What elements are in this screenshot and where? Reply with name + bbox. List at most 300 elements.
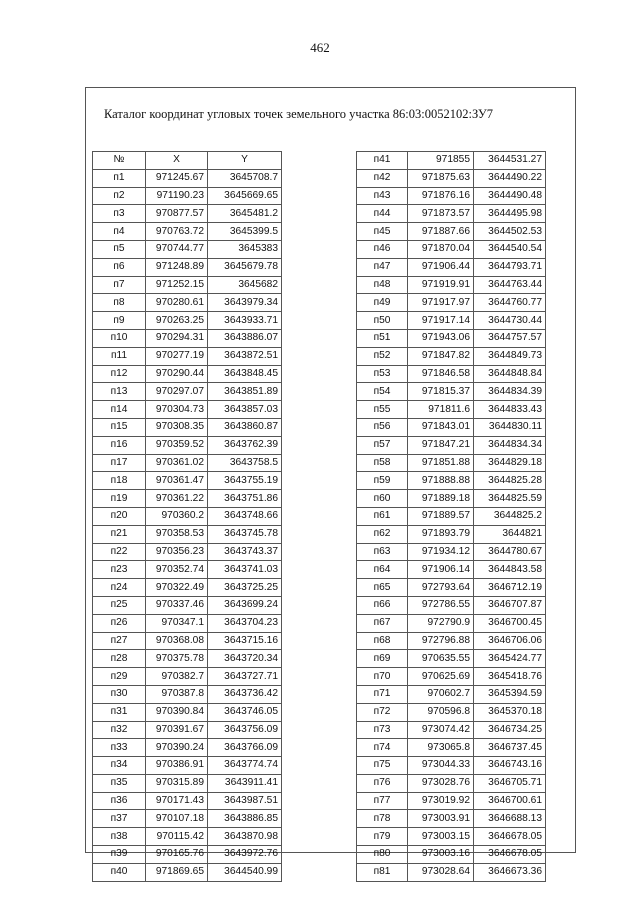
point-name-cell: п60 bbox=[357, 490, 408, 508]
point-name-cell: п31 bbox=[93, 703, 146, 721]
table-row bbox=[93, 703, 282, 721]
y-coordinate-cell: 3643766.09 bbox=[208, 739, 282, 757]
table-row bbox=[357, 543, 546, 561]
x-coordinate-cell: 970171.43 bbox=[146, 792, 208, 810]
point-name-cell: п71 bbox=[357, 685, 408, 703]
x-coordinate-cell: 971847.21 bbox=[408, 436, 474, 454]
table-row bbox=[93, 828, 282, 846]
table-row bbox=[93, 418, 282, 436]
x-coordinate-cell: 972793.64 bbox=[408, 579, 474, 597]
table-row bbox=[93, 454, 282, 472]
x-coordinate-cell: 973074.42 bbox=[408, 721, 474, 739]
x-coordinate-cell: 970165.76 bbox=[146, 846, 208, 864]
table-row bbox=[93, 721, 282, 739]
y-coordinate-cell: 3645669.65 bbox=[208, 187, 282, 205]
x-coordinate-cell: 970361.47 bbox=[146, 472, 208, 490]
table-row bbox=[357, 152, 546, 170]
point-name-cell: п24 bbox=[93, 579, 146, 597]
column-header-x: X bbox=[146, 152, 208, 170]
x-coordinate-cell: 970635.55 bbox=[408, 650, 474, 668]
x-coordinate-cell: 971245.67 bbox=[146, 169, 208, 187]
x-coordinate-cell: 970361.22 bbox=[146, 490, 208, 508]
point-name-cell: п43 bbox=[357, 187, 408, 205]
table-row bbox=[357, 774, 546, 792]
point-name-cell: п27 bbox=[93, 632, 146, 650]
x-coordinate-cell: 970596.8 bbox=[408, 703, 474, 721]
x-coordinate-cell: 970277.19 bbox=[146, 347, 208, 365]
point-name-cell: п23 bbox=[93, 561, 146, 579]
point-name-cell: п70 bbox=[357, 668, 408, 686]
x-coordinate-cell: 971855 bbox=[408, 152, 474, 170]
coordinates-table-left bbox=[92, 151, 282, 882]
table-row bbox=[93, 312, 282, 330]
x-coordinate-cell: 970386.91 bbox=[146, 757, 208, 775]
point-name-cell: п63 bbox=[357, 543, 408, 561]
x-coordinate-cell: 970337.46 bbox=[146, 596, 208, 614]
table-row bbox=[357, 579, 546, 597]
x-coordinate-cell: 970304.73 bbox=[146, 401, 208, 419]
x-coordinate-cell: 973003.15 bbox=[408, 828, 474, 846]
point-name-cell: п22 bbox=[93, 543, 146, 561]
y-coordinate-cell: 3643933.71 bbox=[208, 312, 282, 330]
point-name-cell: п81 bbox=[357, 863, 408, 881]
y-coordinate-cell: 3645424.77 bbox=[474, 650, 546, 668]
x-coordinate-cell: 971889.57 bbox=[408, 507, 474, 525]
x-coordinate-cell: 971917.97 bbox=[408, 294, 474, 312]
point-name-cell: п38 bbox=[93, 828, 146, 846]
point-name-cell: п67 bbox=[357, 614, 408, 632]
y-coordinate-cell: 3644821 bbox=[474, 525, 546, 543]
table-row bbox=[357, 561, 546, 579]
y-coordinate-cell: 3644780.67 bbox=[474, 543, 546, 561]
table-row bbox=[357, 347, 546, 365]
point-name-cell: п9 bbox=[93, 312, 146, 330]
table-row bbox=[93, 614, 282, 632]
point-name-cell: п18 bbox=[93, 472, 146, 490]
point-name-cell: п72 bbox=[357, 703, 408, 721]
y-coordinate-cell: 3644757.57 bbox=[474, 329, 546, 347]
point-name-cell: п28 bbox=[93, 650, 146, 668]
table-row bbox=[93, 329, 282, 347]
x-coordinate-cell: 973065.8 bbox=[408, 739, 474, 757]
y-coordinate-cell: 3644490.48 bbox=[474, 187, 546, 205]
point-name-cell: п6 bbox=[93, 258, 146, 276]
y-coordinate-cell: 3644531.27 bbox=[474, 152, 546, 170]
table-row bbox=[93, 792, 282, 810]
point-name-cell: п26 bbox=[93, 614, 146, 632]
y-coordinate-cell: 3646737.45 bbox=[474, 739, 546, 757]
point-name-cell: п45 bbox=[357, 223, 408, 241]
x-coordinate-cell: 970294.31 bbox=[146, 329, 208, 347]
y-coordinate-cell: 3643751.86 bbox=[208, 490, 282, 508]
table-row bbox=[357, 329, 546, 347]
y-coordinate-cell: 3643987.51 bbox=[208, 792, 282, 810]
point-name-cell: п35 bbox=[93, 774, 146, 792]
x-coordinate-cell: 970322.49 bbox=[146, 579, 208, 597]
point-name-cell: п49 bbox=[357, 294, 408, 312]
y-coordinate-cell: 3643720.34 bbox=[208, 650, 282, 668]
table-row bbox=[357, 205, 546, 223]
point-name-cell: п15 bbox=[93, 418, 146, 436]
table-row bbox=[93, 490, 282, 508]
table-row bbox=[93, 436, 282, 454]
y-coordinate-cell: 3643715.16 bbox=[208, 632, 282, 650]
table-row bbox=[357, 258, 546, 276]
point-name-cell: п55 bbox=[357, 401, 408, 419]
table-row bbox=[357, 365, 546, 383]
point-name-cell: п33 bbox=[93, 739, 146, 757]
point-name-cell: п7 bbox=[93, 276, 146, 294]
table-row bbox=[357, 383, 546, 401]
y-coordinate-cell: 3643725.25 bbox=[208, 579, 282, 597]
table-row bbox=[93, 347, 282, 365]
table-row bbox=[93, 276, 282, 294]
point-name-cell: п48 bbox=[357, 276, 408, 294]
x-coordinate-cell: 972790.9 bbox=[408, 614, 474, 632]
y-coordinate-cell: 3643755.19 bbox=[208, 472, 282, 490]
table-row bbox=[93, 810, 282, 828]
y-coordinate-cell: 3643699.24 bbox=[208, 596, 282, 614]
y-coordinate-cell: 3644540.99 bbox=[208, 863, 282, 881]
x-coordinate-cell: 970877.57 bbox=[146, 205, 208, 223]
y-coordinate-cell: 3643911.41 bbox=[208, 774, 282, 792]
y-coordinate-cell: 3643741.03 bbox=[208, 561, 282, 579]
x-coordinate-cell: 970602.7 bbox=[408, 685, 474, 703]
table-row bbox=[357, 757, 546, 775]
x-coordinate-cell: 970280.61 bbox=[146, 294, 208, 312]
y-coordinate-cell: 3643886.85 bbox=[208, 810, 282, 828]
point-name-cell: п19 bbox=[93, 490, 146, 508]
x-coordinate-cell: 970744.77 bbox=[146, 240, 208, 258]
y-coordinate-cell: 3645418.76 bbox=[474, 668, 546, 686]
point-name-cell: п69 bbox=[357, 650, 408, 668]
table-row bbox=[93, 187, 282, 205]
point-name-cell: п68 bbox=[357, 632, 408, 650]
column-header-number: № bbox=[93, 152, 146, 170]
table-row bbox=[93, 739, 282, 757]
point-name-cell: п21 bbox=[93, 525, 146, 543]
point-name-cell: п40 bbox=[93, 863, 146, 881]
table-row bbox=[93, 205, 282, 223]
point-name-cell: п14 bbox=[93, 401, 146, 419]
table-row bbox=[357, 668, 546, 686]
point-name-cell: п62 bbox=[357, 525, 408, 543]
x-coordinate-cell: 971851.88 bbox=[408, 454, 474, 472]
x-coordinate-cell: 971248.89 bbox=[146, 258, 208, 276]
point-name-cell: п54 bbox=[357, 383, 408, 401]
x-coordinate-cell: 971847.82 bbox=[408, 347, 474, 365]
point-name-cell: п2 bbox=[93, 187, 146, 205]
column-header-y: Y bbox=[208, 152, 282, 170]
y-coordinate-cell: 3643745.78 bbox=[208, 525, 282, 543]
table-row bbox=[93, 650, 282, 668]
y-coordinate-cell: 3643886.07 bbox=[208, 329, 282, 347]
table-row bbox=[93, 401, 282, 419]
x-coordinate-cell: 970360.2 bbox=[146, 507, 208, 525]
x-coordinate-cell: 971917.14 bbox=[408, 312, 474, 330]
x-coordinate-cell: 972786.55 bbox=[408, 596, 474, 614]
point-name-cell: п80 bbox=[357, 846, 408, 864]
point-name-cell: п59 bbox=[357, 472, 408, 490]
y-coordinate-cell: 3646743.16 bbox=[474, 757, 546, 775]
x-coordinate-cell: 970390.84 bbox=[146, 703, 208, 721]
y-coordinate-cell: 3646712.19 bbox=[474, 579, 546, 597]
y-coordinate-cell: 3644825.28 bbox=[474, 472, 546, 490]
x-coordinate-cell: 973003.16 bbox=[408, 846, 474, 864]
table-row bbox=[357, 703, 546, 721]
y-coordinate-cell: 3644829.18 bbox=[474, 454, 546, 472]
point-name-cell: п39 bbox=[93, 846, 146, 864]
x-coordinate-cell: 971843.01 bbox=[408, 418, 474, 436]
table-row bbox=[357, 436, 546, 454]
y-coordinate-cell: 3643727.71 bbox=[208, 668, 282, 686]
point-name-cell: п16 bbox=[93, 436, 146, 454]
table-row bbox=[357, 240, 546, 258]
y-coordinate-cell: 3646678.05 bbox=[474, 846, 546, 864]
table-row bbox=[357, 507, 546, 525]
x-coordinate-cell: 970763.72 bbox=[146, 223, 208, 241]
y-coordinate-cell: 3646700.45 bbox=[474, 614, 546, 632]
y-coordinate-cell: 3644848.84 bbox=[474, 365, 546, 383]
table-row bbox=[357, 632, 546, 650]
x-coordinate-cell: 970391.67 bbox=[146, 721, 208, 739]
table-row bbox=[357, 472, 546, 490]
x-coordinate-cell: 971815.37 bbox=[408, 383, 474, 401]
y-coordinate-cell: 3646688.13 bbox=[474, 810, 546, 828]
y-coordinate-cell: 3645708.7 bbox=[208, 169, 282, 187]
y-coordinate-cell: 3644793.71 bbox=[474, 258, 546, 276]
table-row bbox=[357, 792, 546, 810]
table-row bbox=[357, 721, 546, 739]
point-name-cell: п37 bbox=[93, 810, 146, 828]
point-name-cell: п17 bbox=[93, 454, 146, 472]
point-name-cell: п52 bbox=[357, 347, 408, 365]
table-row bbox=[357, 294, 546, 312]
document-title: Каталог координат угловых точек земельного участка 86:03:0052102:ЗУ7 bbox=[104, 107, 494, 121]
point-name-cell: п41 bbox=[357, 152, 408, 170]
y-coordinate-cell: 3644730.44 bbox=[474, 312, 546, 330]
point-name-cell: п10 bbox=[93, 329, 146, 347]
x-coordinate-cell: 971875.63 bbox=[408, 169, 474, 187]
y-coordinate-cell: 3643746.05 bbox=[208, 703, 282, 721]
x-coordinate-cell: 971846.58 bbox=[408, 365, 474, 383]
y-coordinate-cell: 3646707.87 bbox=[474, 596, 546, 614]
y-coordinate-cell: 3643774.74 bbox=[208, 757, 282, 775]
table-row bbox=[357, 418, 546, 436]
point-name-cell: п29 bbox=[93, 668, 146, 686]
coordinates-table-right bbox=[356, 151, 546, 882]
x-coordinate-cell: 970297.07 bbox=[146, 383, 208, 401]
y-coordinate-cell: 3643972.76 bbox=[208, 846, 282, 864]
x-coordinate-cell: 970358.53 bbox=[146, 525, 208, 543]
table-row bbox=[357, 223, 546, 241]
point-name-cell: п56 bbox=[357, 418, 408, 436]
x-coordinate-cell: 973019.92 bbox=[408, 792, 474, 810]
table-row bbox=[357, 596, 546, 614]
table-row bbox=[93, 507, 282, 525]
y-coordinate-cell: 3643857.03 bbox=[208, 401, 282, 419]
y-coordinate-cell: 3645679.78 bbox=[208, 258, 282, 276]
table-row bbox=[357, 187, 546, 205]
table-row bbox=[357, 454, 546, 472]
table-row bbox=[93, 525, 282, 543]
y-coordinate-cell: 3643872.51 bbox=[208, 347, 282, 365]
x-coordinate-cell: 971887.66 bbox=[408, 223, 474, 241]
y-coordinate-cell: 3643762.39 bbox=[208, 436, 282, 454]
point-name-cell: п25 bbox=[93, 596, 146, 614]
point-name-cell: п1 bbox=[93, 169, 146, 187]
point-name-cell: п57 bbox=[357, 436, 408, 454]
y-coordinate-cell: 3643736.42 bbox=[208, 685, 282, 703]
y-coordinate-cell: 3645394.59 bbox=[474, 685, 546, 703]
x-coordinate-cell: 970352.74 bbox=[146, 561, 208, 579]
y-coordinate-cell: 3646734.25 bbox=[474, 721, 546, 739]
x-coordinate-cell: 972796.88 bbox=[408, 632, 474, 650]
table-row bbox=[93, 383, 282, 401]
point-name-cell: п47 bbox=[357, 258, 408, 276]
x-coordinate-cell: 971889.18 bbox=[408, 490, 474, 508]
table-row bbox=[93, 774, 282, 792]
y-coordinate-cell: 3644830.11 bbox=[474, 418, 546, 436]
point-name-cell: п50 bbox=[357, 312, 408, 330]
point-name-cell: п65 bbox=[357, 579, 408, 597]
table-row bbox=[357, 650, 546, 668]
y-coordinate-cell: 3645370.18 bbox=[474, 703, 546, 721]
x-coordinate-cell: 971893.79 bbox=[408, 525, 474, 543]
table-row bbox=[357, 846, 546, 864]
point-name-cell: п66 bbox=[357, 596, 408, 614]
y-coordinate-cell: 3644834.34 bbox=[474, 436, 546, 454]
x-coordinate-cell: 970347.1 bbox=[146, 614, 208, 632]
table-row bbox=[357, 490, 546, 508]
y-coordinate-cell: 3644825.59 bbox=[474, 490, 546, 508]
table-row bbox=[93, 579, 282, 597]
y-coordinate-cell: 3644834.39 bbox=[474, 383, 546, 401]
table-row bbox=[93, 223, 282, 241]
y-coordinate-cell: 3644843.58 bbox=[474, 561, 546, 579]
x-coordinate-cell: 971873.57 bbox=[408, 205, 474, 223]
y-coordinate-cell: 3643743.37 bbox=[208, 543, 282, 561]
y-coordinate-cell: 3643758.5 bbox=[208, 454, 282, 472]
y-coordinate-cell: 3643704.23 bbox=[208, 614, 282, 632]
x-coordinate-cell: 970382.7 bbox=[146, 668, 208, 686]
table-row bbox=[93, 863, 282, 881]
x-coordinate-cell: 970290.44 bbox=[146, 365, 208, 383]
point-name-cell: п73 bbox=[357, 721, 408, 739]
x-coordinate-cell: 971906.14 bbox=[408, 561, 474, 579]
table-row bbox=[357, 810, 546, 828]
table-row bbox=[93, 294, 282, 312]
point-name-cell: п5 bbox=[93, 240, 146, 258]
point-name-cell: п51 bbox=[357, 329, 408, 347]
point-name-cell: п3 bbox=[93, 205, 146, 223]
point-name-cell: п78 bbox=[357, 810, 408, 828]
x-coordinate-cell: 970356.23 bbox=[146, 543, 208, 561]
x-coordinate-cell: 973003.91 bbox=[408, 810, 474, 828]
point-name-cell: п61 bbox=[357, 507, 408, 525]
y-coordinate-cell: 3644502.53 bbox=[474, 223, 546, 241]
point-name-cell: п77 bbox=[357, 792, 408, 810]
table-row bbox=[93, 169, 282, 187]
point-name-cell: п20 bbox=[93, 507, 146, 525]
point-name-cell: п64 bbox=[357, 561, 408, 579]
y-coordinate-cell: 3644760.77 bbox=[474, 294, 546, 312]
page-number: 462 bbox=[310, 40, 330, 55]
x-coordinate-cell: 971934.12 bbox=[408, 543, 474, 561]
x-coordinate-cell: 971919.91 bbox=[408, 276, 474, 294]
point-name-cell: п36 bbox=[93, 792, 146, 810]
x-coordinate-cell: 973044.33 bbox=[408, 757, 474, 775]
table-row bbox=[357, 169, 546, 187]
table-row bbox=[357, 401, 546, 419]
y-coordinate-cell: 3645399.5 bbox=[208, 223, 282, 241]
table-row bbox=[93, 240, 282, 258]
x-coordinate-cell: 971876.16 bbox=[408, 187, 474, 205]
x-coordinate-cell: 970390.24 bbox=[146, 739, 208, 757]
x-coordinate-cell: 971252.15 bbox=[146, 276, 208, 294]
point-name-cell: п44 bbox=[357, 205, 408, 223]
x-coordinate-cell: 970308.35 bbox=[146, 418, 208, 436]
point-name-cell: п53 bbox=[357, 365, 408, 383]
table-row bbox=[357, 685, 546, 703]
table-row bbox=[93, 365, 282, 383]
table-row bbox=[357, 828, 546, 846]
point-name-cell: п46 bbox=[357, 240, 408, 258]
point-name-cell: п74 bbox=[357, 739, 408, 757]
table-row bbox=[357, 739, 546, 757]
table-row bbox=[357, 863, 546, 881]
point-name-cell: п76 bbox=[357, 774, 408, 792]
y-coordinate-cell: 3645481.2 bbox=[208, 205, 282, 223]
x-coordinate-cell: 970263.25 bbox=[146, 312, 208, 330]
y-coordinate-cell: 3643851.89 bbox=[208, 383, 282, 401]
x-coordinate-cell: 973028.76 bbox=[408, 774, 474, 792]
point-name-cell: п79 bbox=[357, 828, 408, 846]
x-coordinate-cell: 970375.78 bbox=[146, 650, 208, 668]
table-row bbox=[93, 258, 282, 276]
y-coordinate-cell: 3644763.44 bbox=[474, 276, 546, 294]
y-coordinate-cell: 3643870.98 bbox=[208, 828, 282, 846]
table-row bbox=[357, 312, 546, 330]
point-name-cell: п8 bbox=[93, 294, 146, 312]
x-coordinate-cell: 970359.52 bbox=[146, 436, 208, 454]
table-row bbox=[93, 668, 282, 686]
point-name-cell: п75 bbox=[357, 757, 408, 775]
point-name-cell: п58 bbox=[357, 454, 408, 472]
y-coordinate-cell: 3644495.98 bbox=[474, 205, 546, 223]
x-coordinate-cell: 970115.42 bbox=[146, 828, 208, 846]
y-coordinate-cell: 3643848.45 bbox=[208, 365, 282, 383]
table-row bbox=[93, 757, 282, 775]
table-header-row bbox=[93, 152, 282, 170]
x-coordinate-cell: 970107.18 bbox=[146, 810, 208, 828]
point-name-cell: п12 bbox=[93, 365, 146, 383]
x-coordinate-cell: 970368.08 bbox=[146, 632, 208, 650]
x-coordinate-cell: 971870.04 bbox=[408, 240, 474, 258]
y-coordinate-cell: 3644833.43 bbox=[474, 401, 546, 419]
x-coordinate-cell: 971869.65 bbox=[146, 863, 208, 881]
y-coordinate-cell: 3644540.54 bbox=[474, 240, 546, 258]
x-coordinate-cell: 970387.8 bbox=[146, 685, 208, 703]
x-coordinate-cell: 971906.44 bbox=[408, 258, 474, 276]
point-name-cell: п4 bbox=[93, 223, 146, 241]
point-name-cell: п11 bbox=[93, 347, 146, 365]
table-row bbox=[93, 632, 282, 650]
table-row bbox=[93, 685, 282, 703]
x-coordinate-cell: 971943.06 bbox=[408, 329, 474, 347]
table-row bbox=[357, 525, 546, 543]
point-name-cell: п42 bbox=[357, 169, 408, 187]
